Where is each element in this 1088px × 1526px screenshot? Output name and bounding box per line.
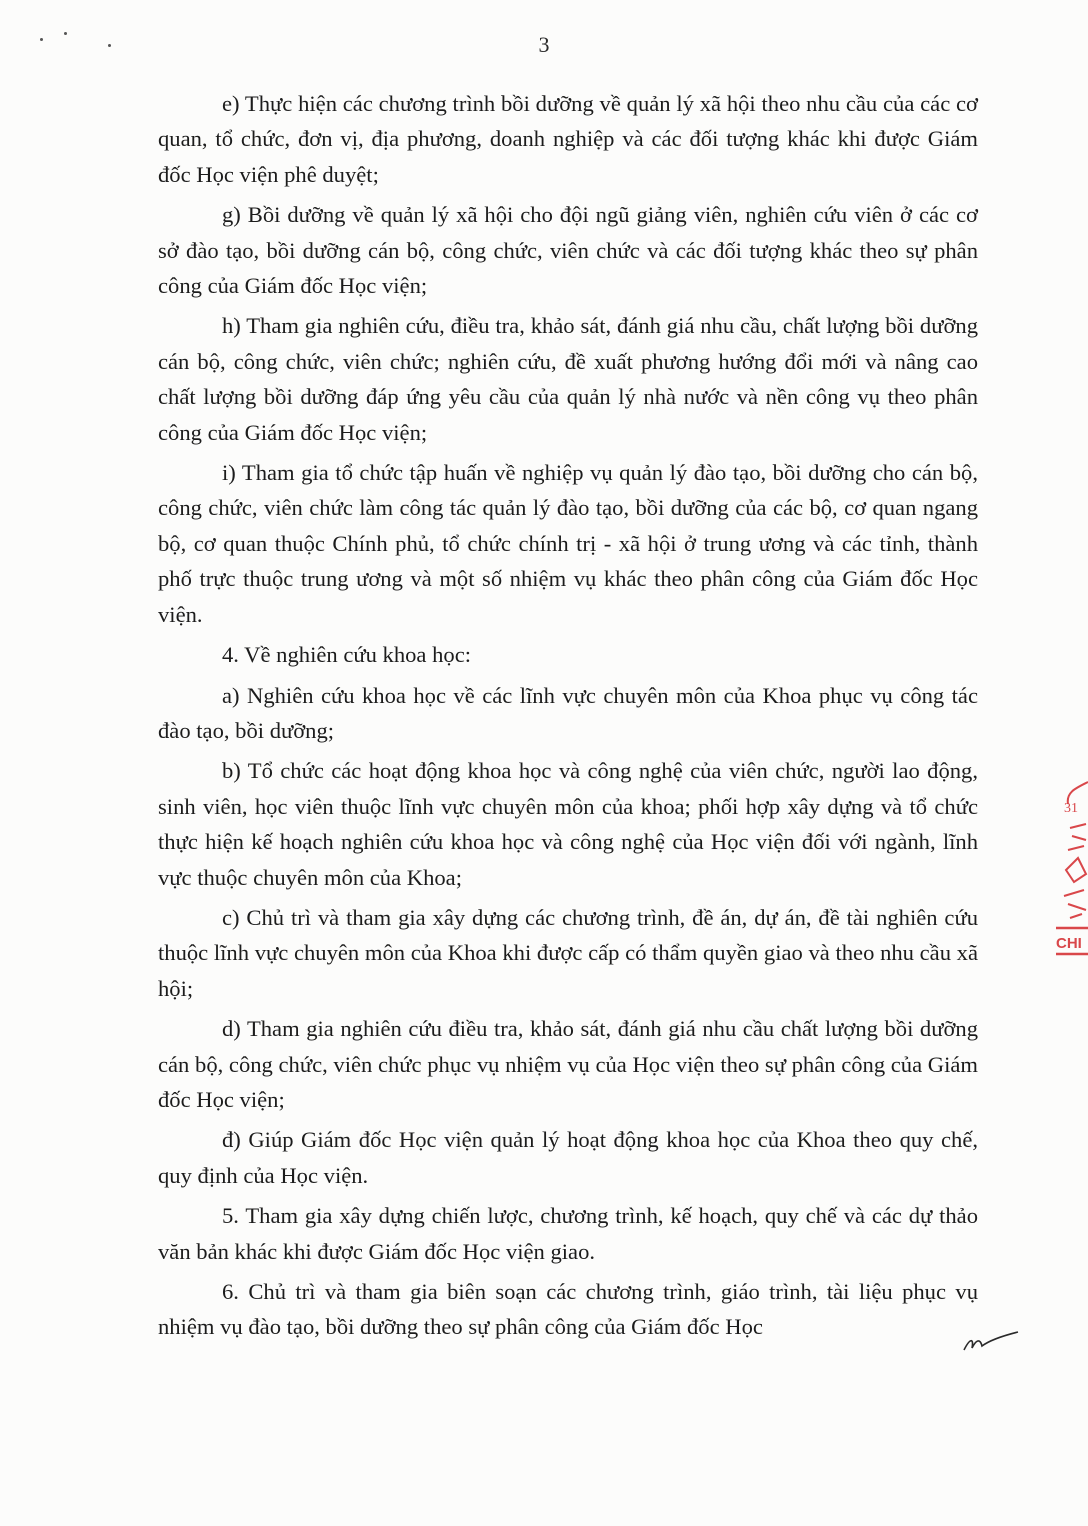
handwritten-initial [960,1328,1020,1358]
paragraph-5: 5. Tham gia xây dựng chiến lược, chương trình, kế hoạch, quy chế và các dự thảo văn bản khác khi được Giám đốc Học viện giao. [158,1203,978,1264]
stamp-lettering: CHI [1056,935,1082,952]
paragraph-6: 6. Chủ trì và tham gia biên soạn các chương trình, giáo trình, tài liệu phục vụ nhiệm vụ đào tạo, bồi dưỡng theo sự phân công của Giám đốc Học [158,1279,978,1340]
paragraph-g: g) Bồi dưỡng về quản lý xã hội cho đội ngũ giảng viên, nghiên cứu viên ở các cơ sở đào tạo, bồi dưỡng cán bộ, công chức, viên chức và các đối tượng khác theo sự phân công của Giám đốc Học viện; [158,202,978,299]
paragraph-e: e) Thực hiện các chương trình bồi dưỡng về quản lý xã hội theo nhu cầu của các cơ quan, tổ chức, đơn vị, địa phương, doanh nghiệp và các đối tượng khác khi được Giám đốc Học viện phê duyệt; [158,91,978,187]
svg-text:31: 31 [1064,801,1078,816]
page-number: 3 [538,32,550,57]
paragraph-a: a) Nghiên cứu khoa học về các lĩnh vực chuyên môn của Khoa phục vụ công tác đào tạo, bồi dưỡng; [158,682,978,743]
document-body [158,86,978,1350]
red-stamp-fragment [1048,778,1088,968]
section-heading-research: 4. Về nghiên cứu khoa học: [222,642,472,668]
paragraph-i: i) Tham gia tổ chức tập huấn về nghiệp vụ quản lý đào tạo, bồi dưỡng cho cán bộ, công chức, viên chức làm công tác quản lý đào tạo, bồi dưỡng của các bộ, cơ quan ngang bộ, cơ quan thuộc Chính phủ, tổ chức chính trị - xã hội ở trung ương và các tỉnh, thành phố trực thuộc trung ương và một số nhiệm vụ khác theo phân công của Giám đốc Học viện. [158,460,978,627]
paragraph-b: b) Tổ chức các hoạt động khoa học và công nghệ của viên chức, người lao động, sinh viên, học viên thuộc lĩnh vực chuyên môn của khoa; phối hợp xây dựng và tổ chức thực hiện kế hoạch nghiên cứu khoa học và công nghệ của Học viện đối với ngành, lĩnh vực thuộc chuyên môn của Khoa; [158,758,978,890]
paragraph-dd: đ) Giúp Giám đốc Học viện quản lý hoạt động khoa học của Khoa theo quy chế, quy định của Học viện. [158,1127,978,1188]
paragraph-h: h) Tham gia nghiên cứu, điều tra, khảo sát, đánh giá nhu cầu, chất lượng bồi dưỡng cán bộ, công chức, viên chức; nghiên cứu, đề xuất phương hướng đổi mới và nâng cao chất lượng bồi dưỡng đáp ứng yêu cầu của quản lý nhà nước và nền công vụ theo phân công của Giám đốc Học viện; [158,313,978,445]
paragraph-c: c) Chủ trì và tham gia xây dựng các chương trình, đề án, dự án, đề tài nghiên cứu thuộc lĩnh vực chuyên môn của Khoa khi được cấp có thẩm quyền giao và theo nhu cầu xã hội; [158,904,978,1001]
paragraph-d: d) Tham gia nghiên cứu điều tra, khảo sát, đánh giá nhu cầu chất lượng bồi dưỡng cán bộ, công chức, viên chức phục vụ nhiệm vụ của Học viện theo sự phân công của Giám đốc Học viện; [158,1016,978,1112]
